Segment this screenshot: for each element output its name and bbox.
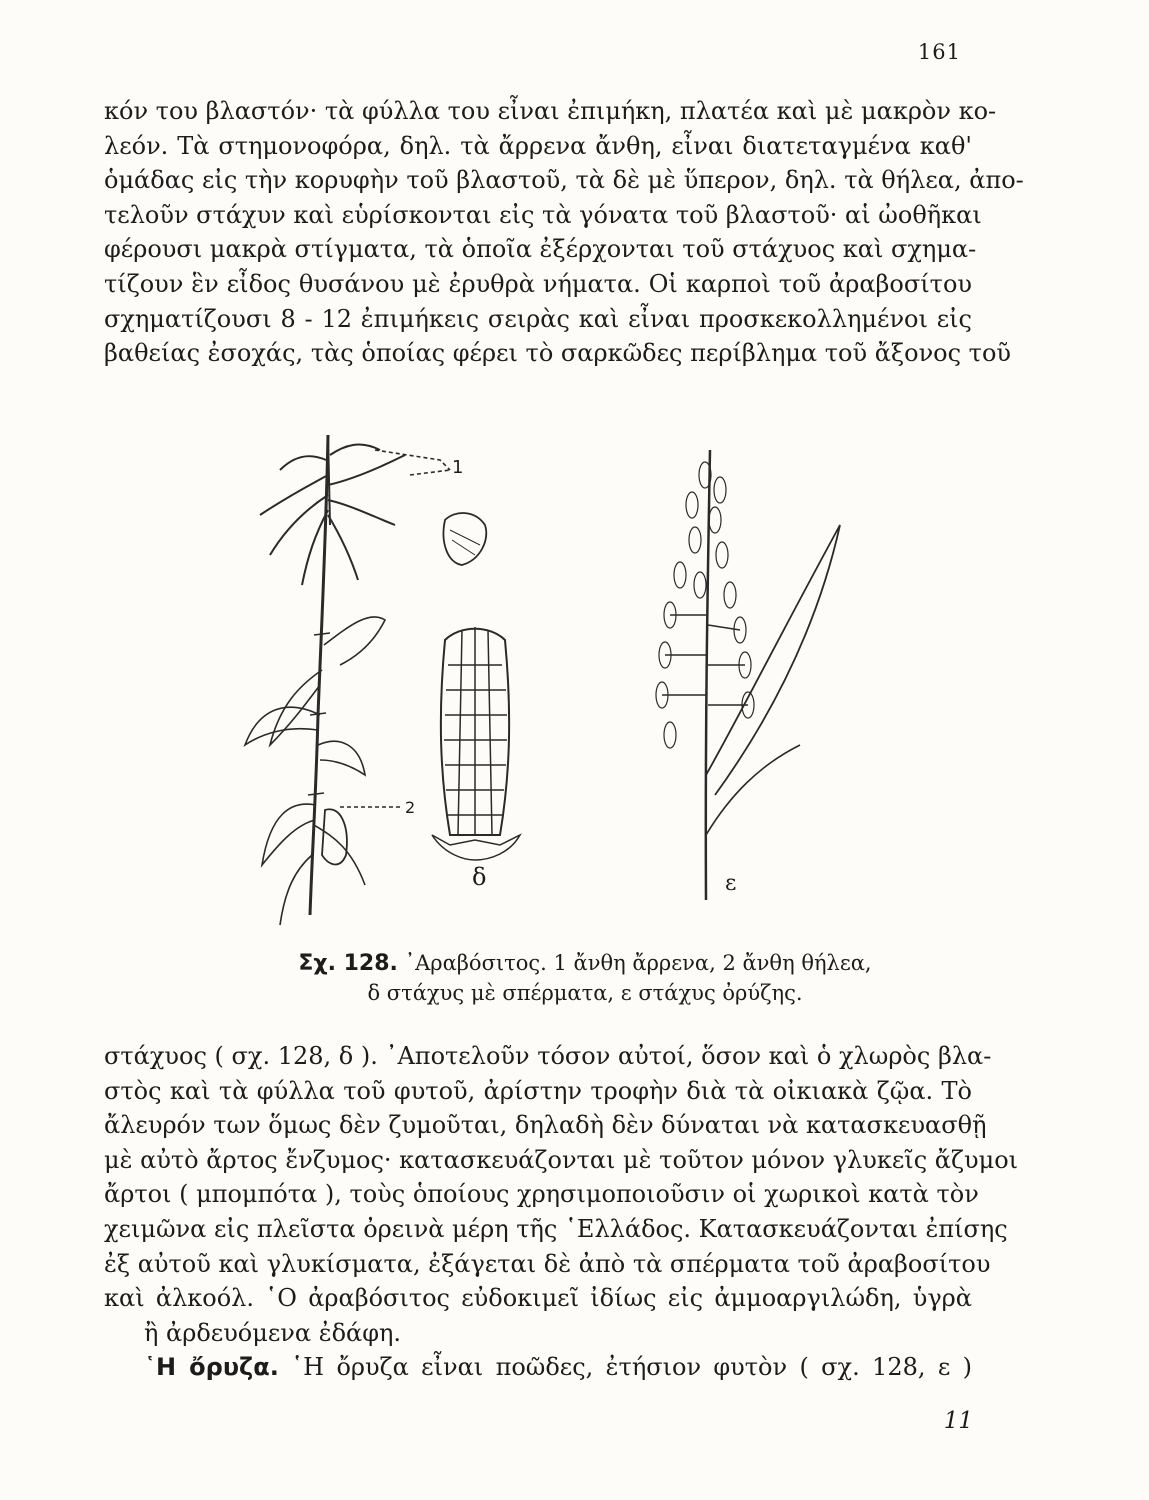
text-line: σχηματίζουσι 8 - 12 ἐπιμήκεις σειρὰς καὶ εἶναι προσκεκολλημένοι εἰς <box>104 304 972 333</box>
text-line: κόν του βλαστόν· τὰ φύλλα του εἶναι ἐπιμήκη, πλατέα καὶ μὲ μακρὸν κο- <box>104 97 997 125</box>
figure-caption <box>150 948 1020 979</box>
text-line: λεόν. Τὰ στημονοφόρα, δηλ. τὰ ἄρρενα ἄνθη, εἶναι διατεταγμένα καθ' <box>104 131 972 160</box>
corn-tassel <box>260 435 405 585</box>
text-line: τελοῦν στάχυν καὶ εὑρίσκονται εἰς τὰ γόνατα τοῦ βλαστοῦ· αἱ ὠοθῆκαι <box>104 200 982 229</box>
section-text: ῾Η ὄρυζα εἶναι ποῶδες, ἐτήσιον φυτὸν ( σχ. 128, ε ) <box>278 1353 972 1382</box>
text-line: τίζουν ἓν εἶδος θυσάνου μὲ ἐρυθρὰ νήματα. Οἱ καρποὶ τοῦ ἀραβοσίτου <box>104 269 972 298</box>
label-male-flowers: 1 <box>452 457 464 478</box>
bottom-paragraph <box>104 1039 1019 1385</box>
text-line: ἄρτοι ( μπομπότα ), τοὺς ὁποίους χρησιμοποιοῦσιν οἱ χωρικοὶ κατὰ τὸν <box>104 1180 979 1209</box>
page-number: 161 <box>917 40 961 64</box>
rice-ear <box>656 450 840 900</box>
signature-mark: 11 <box>943 1408 973 1434</box>
text-line: ἄλευρόν των ὅμως δὲν ζυμοῦται, δηλαδὴ δὲν δύναται νὰ κατασκευασθῇ <box>104 1111 987 1140</box>
text-line: ἢ ἀρδευόμενα ἐδάφη. <box>144 1318 402 1347</box>
text-line: ὁμάδας εἰς τὴν κορυφὴν τοῦ βλαστοῦ, τὰ δὲ μὲ ὕπερον, δηλ. τὰ θήλεα, ἀπο- <box>104 166 1024 195</box>
text-line: βαθείας ἐσοχάς, τὰς ὁποίας φέρει τὸ σαρκῶδες περίβλημα τοῦ ἄξονος τοῦ <box>104 339 1011 368</box>
corn-kernel <box>444 513 487 565</box>
text-line: καὶ ἀλκοόλ. ῾Ο ἀραβόσιτος εὐδοκιμεῖ ἰδίως εἰς ἀμμοαργιλώδη, ὑγρὰ <box>104 1284 972 1313</box>
label-female-flowers: 2 <box>405 798 416 817</box>
text-line: στὸς καὶ τὰ φύλλα τοῦ φυτοῦ, ἀρίστην τροφὴν διὰ τὰ οἰκιακὰ ζῷα. Τὸ <box>104 1076 972 1105</box>
plant-illustration <box>200 415 1000 945</box>
text-line: στάχυος ( σχ. 128, δ ). ᾿Αποτελοῦν τόσον αὐτοί, ὅσον καὶ ὁ χλωρὸς βλα- <box>104 1042 992 1070</box>
section-line <box>104 1350 972 1385</box>
top-paragraph <box>104 94 1024 371</box>
corn-female-ear <box>322 809 347 864</box>
caption-text: ᾿Αραβόσιτος. 1 ἄνθη ἄρρενα, 2 ἄνθη θήλεα, <box>404 951 872 975</box>
figure-caption-line-2: δ στάχυς μὲ σπέρματα, ε στάχυς ὀρύζης. <box>367 981 803 1005</box>
label-rice-ear: ε <box>725 871 737 896</box>
caption-label: Σχ. 128. <box>298 951 398 976</box>
corn-cob <box>432 627 520 860</box>
figure-128 <box>200 415 1000 945</box>
label-corn-cob: δ <box>472 863 487 891</box>
section-heading: ῾Η ὄρυζα. <box>144 1353 279 1382</box>
text-line: μὲ αὐτὸ ἄρτος ἔνζυμος· κατασκευάζονται μὲ τοῦτον μόνον γλυκεῖς ἄζυμοι <box>104 1145 1019 1174</box>
text-line: φέρουσι μακρὰ στίγματα, τὰ ὁποῖα ἐξέρχονται τοῦ στάχυος καὶ σχημα- <box>104 235 977 264</box>
text-line: ἐξ αὐτοῦ καὶ γλυκίσματα, ἐξάγεται δὲ ἀπὸ τὰ σπέρματα τοῦ ἀραβοσίτου <box>104 1249 991 1278</box>
text-line: χειμῶνα εἰς πλεῖστα ὀρεινὰ μέρη τῆς ῾Ελλάδος. Κατασκευάζονται ἐπίσης <box>104 1214 1008 1243</box>
